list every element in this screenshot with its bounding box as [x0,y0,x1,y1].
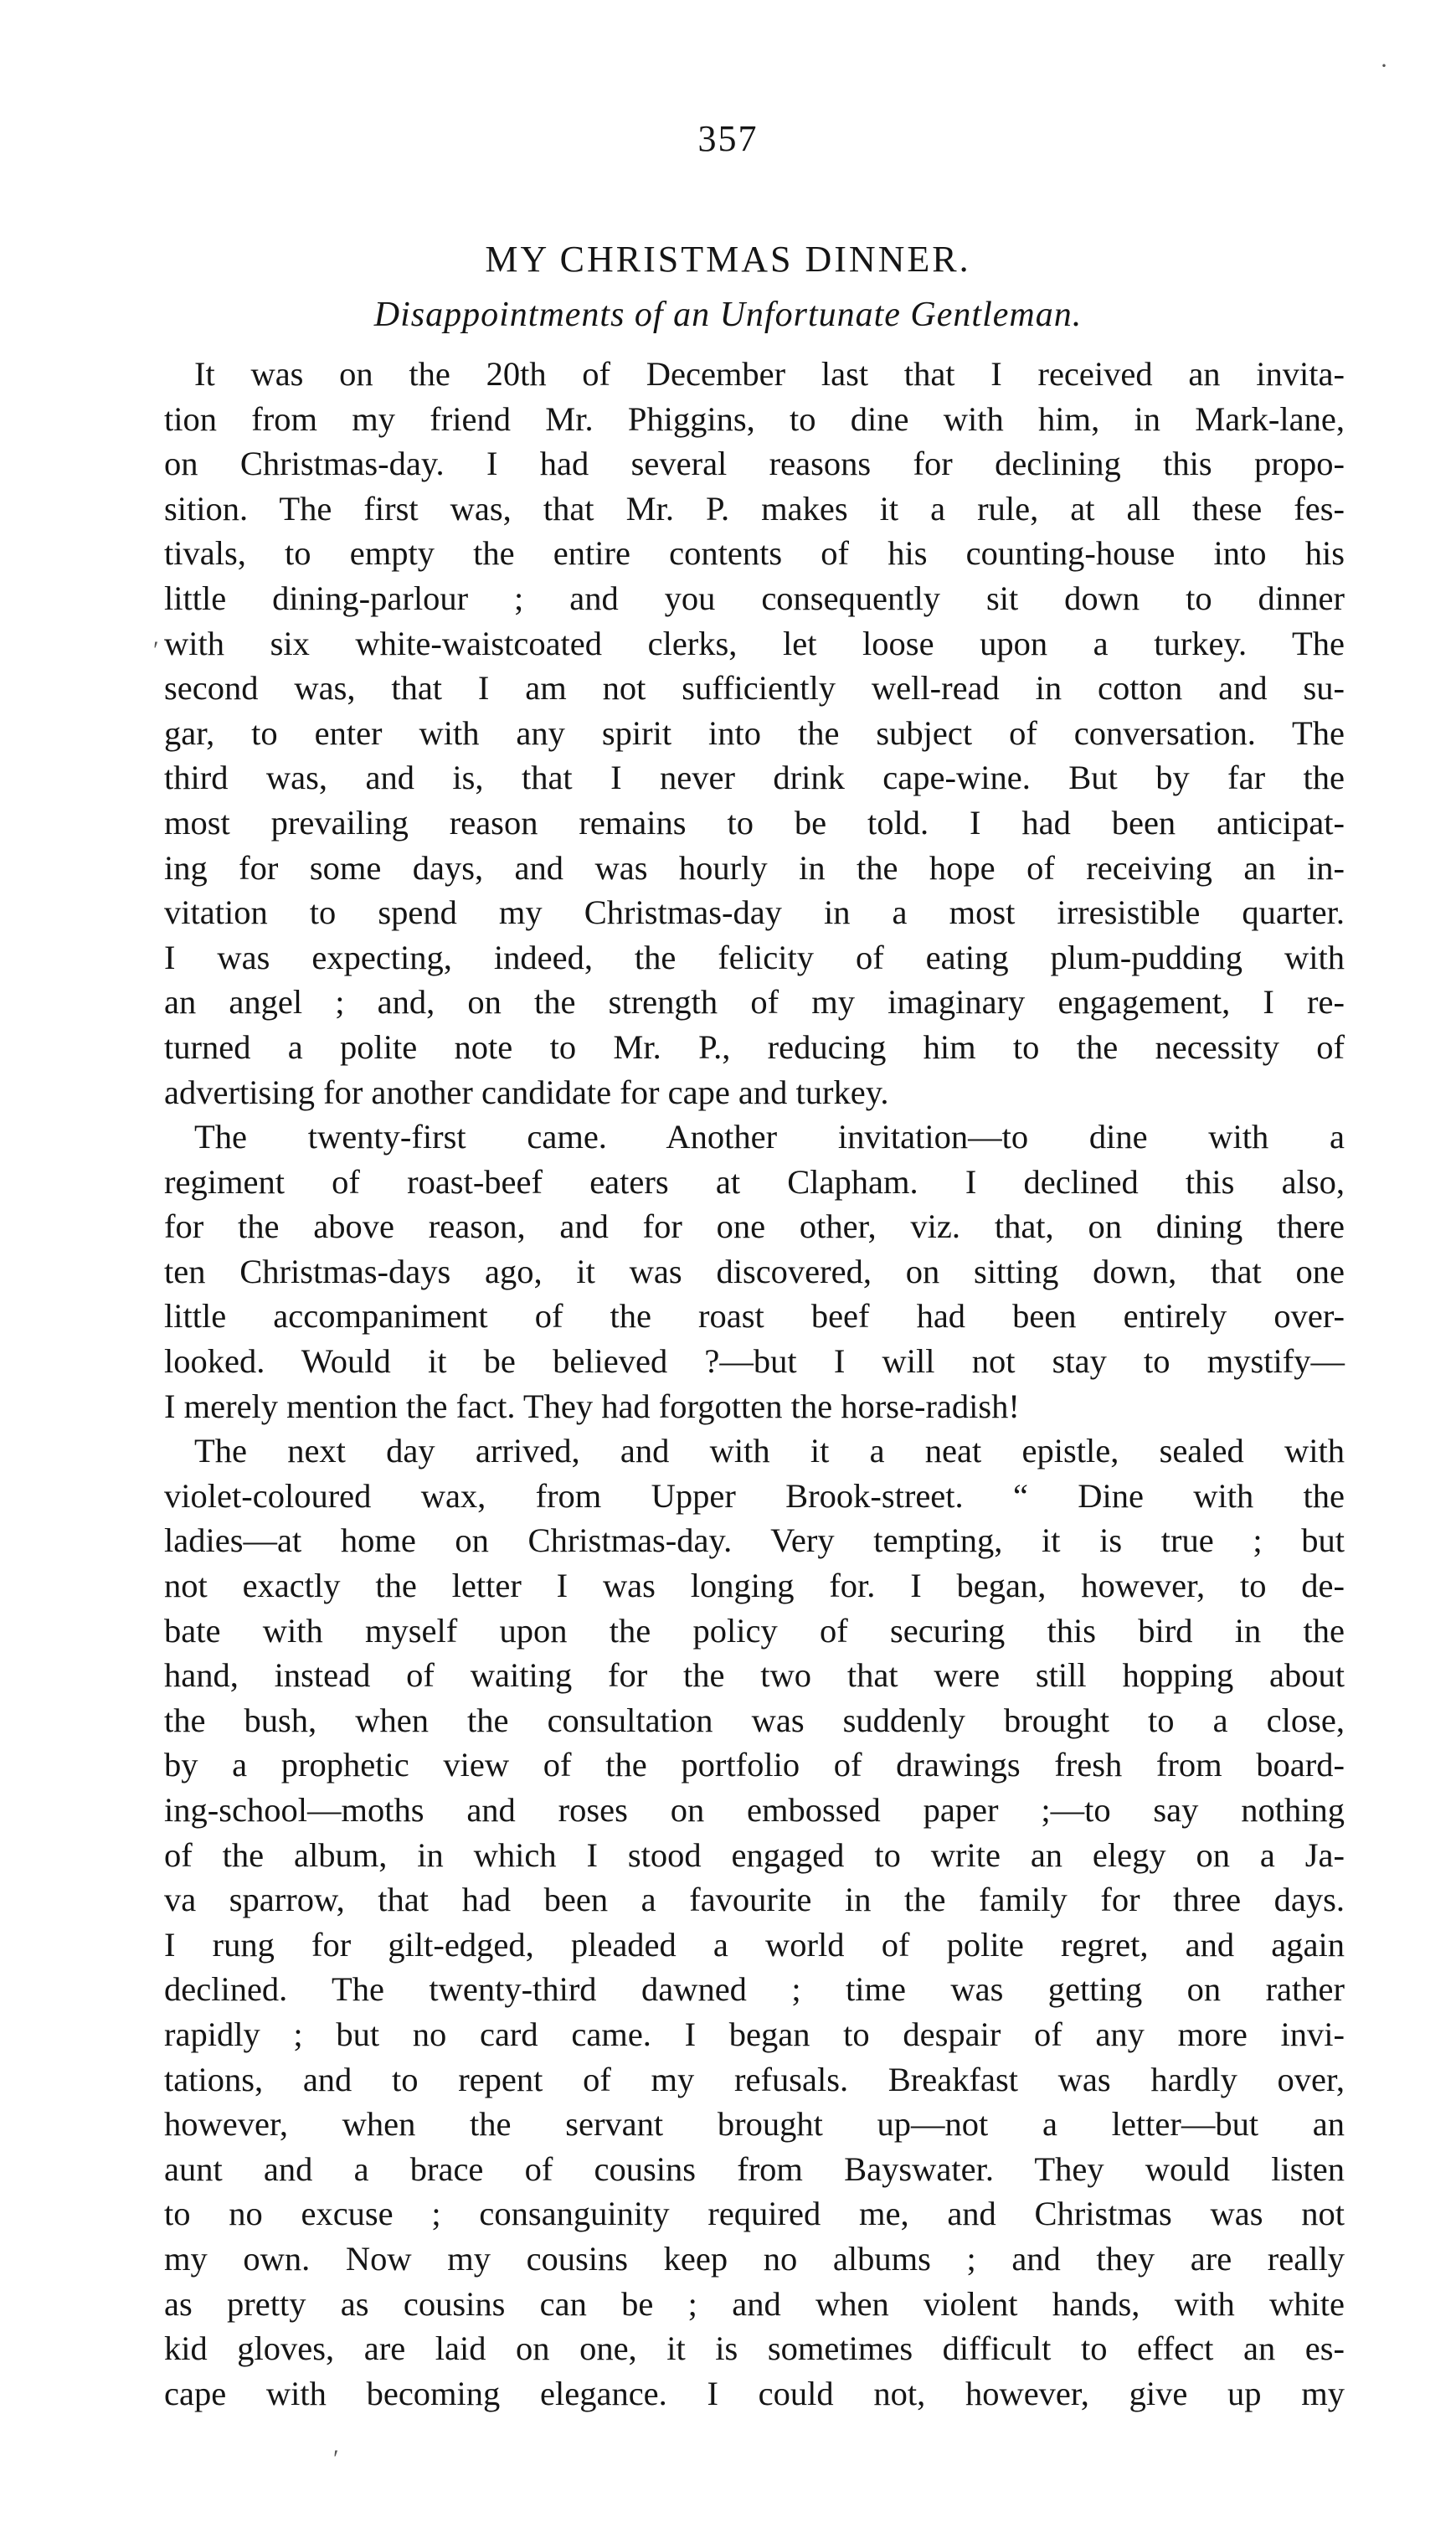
text-line: for the above reason, and for one other, viz. that, on dining there [164,1207,1345,1246]
text-line: aunt and a brace of cousins from Bayswater. They would listen [164,2149,1345,2188]
text-line: turned a polite note to Mr. P., reducing him to the necessity of [164,1027,1345,1066]
text-line: tivals, to empty the entire contents of his counting-house into his [164,534,1345,573]
text-line: as pretty as cousins can be ; and when violent hands, with white [164,2284,1345,2323]
text-line: I rung for gilt-edged, pleaded a world of polite regret, and again [164,1925,1345,1964]
text-line: of the album, in which I stood engaged to write an elegy on a Ja- [164,1835,1345,1874]
text-line: violet-coloured wax, from Upper Brook-street. “ Dine with the [164,1476,1345,1515]
text-line: kid gloves, are laid on one, it is sometimes difficult to effect an es- [164,2329,1345,2368]
article-title: MY CHRISTMAS DINNER. [485,239,971,280]
text-line: vitation to spend my Christmas-day in a most irresistible quarter. [164,893,1345,932]
text-line: regiment of roast-beef eaters at Clapham. I declined this also, [164,1162,1345,1201]
text-line: with six white-waistcoated clerks, let loose upon a turkey. The [164,624,1345,662]
body-text [164,352,1345,2416]
text-line: bate with myself upon the policy of securing this bird in the [164,1611,1345,1650]
text-line: I merely mention the fact. They had forgotten the horse-radish! [164,1387,1020,1425]
text-line: declined. The twenty-third dawned ; time was getting on rather [164,1970,1345,2009]
text-line: The next day arrived, and with it a neat epistle, sealed with [194,1432,1345,1470]
text-line: The twenty-first came. Another invitation—to dine with a [194,1118,1345,1156]
text-line: va sparrow, that had been a favourite in the family for three days. [164,1881,1345,1919]
text-line: second was, that I am not sufficiently well-read in cotton and su- [164,669,1345,708]
text-line: on Christmas-day. I had several reasons for declining this propo- [164,445,1345,483]
text-line: an angel ; and, on the strength of my imaginary engagement, I re- [164,983,1345,1022]
text-line: little accompaniment of the roast beef had been entirely over- [164,1297,1345,1336]
text-line: looked. Would it be believed ?—but I will not stay to mystify— [164,1342,1345,1381]
text-line: the bush, when the consultation was suddenly brought to a close, [164,1701,1345,1739]
text-line: ten Christmas-days ago, it was discovered, on sitting down, that one [164,1252,1345,1290]
text-line: to no excuse ; consanguinity required me, and Christmas was not [164,2195,1345,2233]
text-line: I was expecting, indeed, the felicity of eating plum-pudding with [164,938,1345,976]
text-line: most prevailing reason remains to be told. I had been anticipat- [164,803,1345,842]
text-line: gar, to enter with any spirit into the subject of conversation. The [164,713,1345,752]
text-line: cape with becoming elegance. I could not, however, give up my [164,2374,1345,2412]
text-line: third was, and is, that I never drink cape-wine. But by far the [164,759,1345,797]
text-line: not exactly the letter I was longing for. I began, however, to de- [164,1567,1345,1605]
text-line: ing-school—moths and roses on embossed paper ;—to say nothing [164,1791,1345,1829]
text-line: sition. The first was, that Mr. P. makes it a rule, at all these fes- [164,489,1345,528]
text-line: ladies—at home on Christmas-day. Very tempting, it is true ; but [164,1521,1345,1560]
text-line: hand, instead of waiting for the two that were still hopping about [164,1656,1345,1695]
page-number: 357 [697,118,759,159]
text-line: tion from my friend Mr. Phiggins, to dine with him, in Mark-lane, [164,399,1345,438]
text-line: rapidly ; but no card came. I began to despair of any more invi- [164,2015,1345,2053]
scan-speck-mark: · [1380,52,1388,80]
text-line: ing for some days, and was hourly in the hope of receiving an in- [164,848,1345,887]
text-line: little dining-parlour ; and you consequently sit down to dinner [164,579,1345,617]
text-line: tations, and to repent of my refusals. Breakfast was hardly over, [164,2060,1345,2098]
text-line: my own. Now my cousins keep no albums ; and they are really [164,2239,1345,2278]
text-line: It was on the 20th of December last that I received an invita- [194,355,1345,393]
text-line: by a prophetic view of the portfolio of drawings fresh from board- [164,1746,1345,1784]
article-subtitle: Disappointments of an Unfortunate Gentleman. [373,296,1083,334]
scan-speck-mark: ʹ [153,636,159,664]
scan-speck-mark: ʹ [333,2445,339,2473]
text-line: advertising for another candidate for cape and turkey. [164,1073,889,1111]
text-line: however, when the servant brought up—not a letter—but an [164,2105,1345,2144]
